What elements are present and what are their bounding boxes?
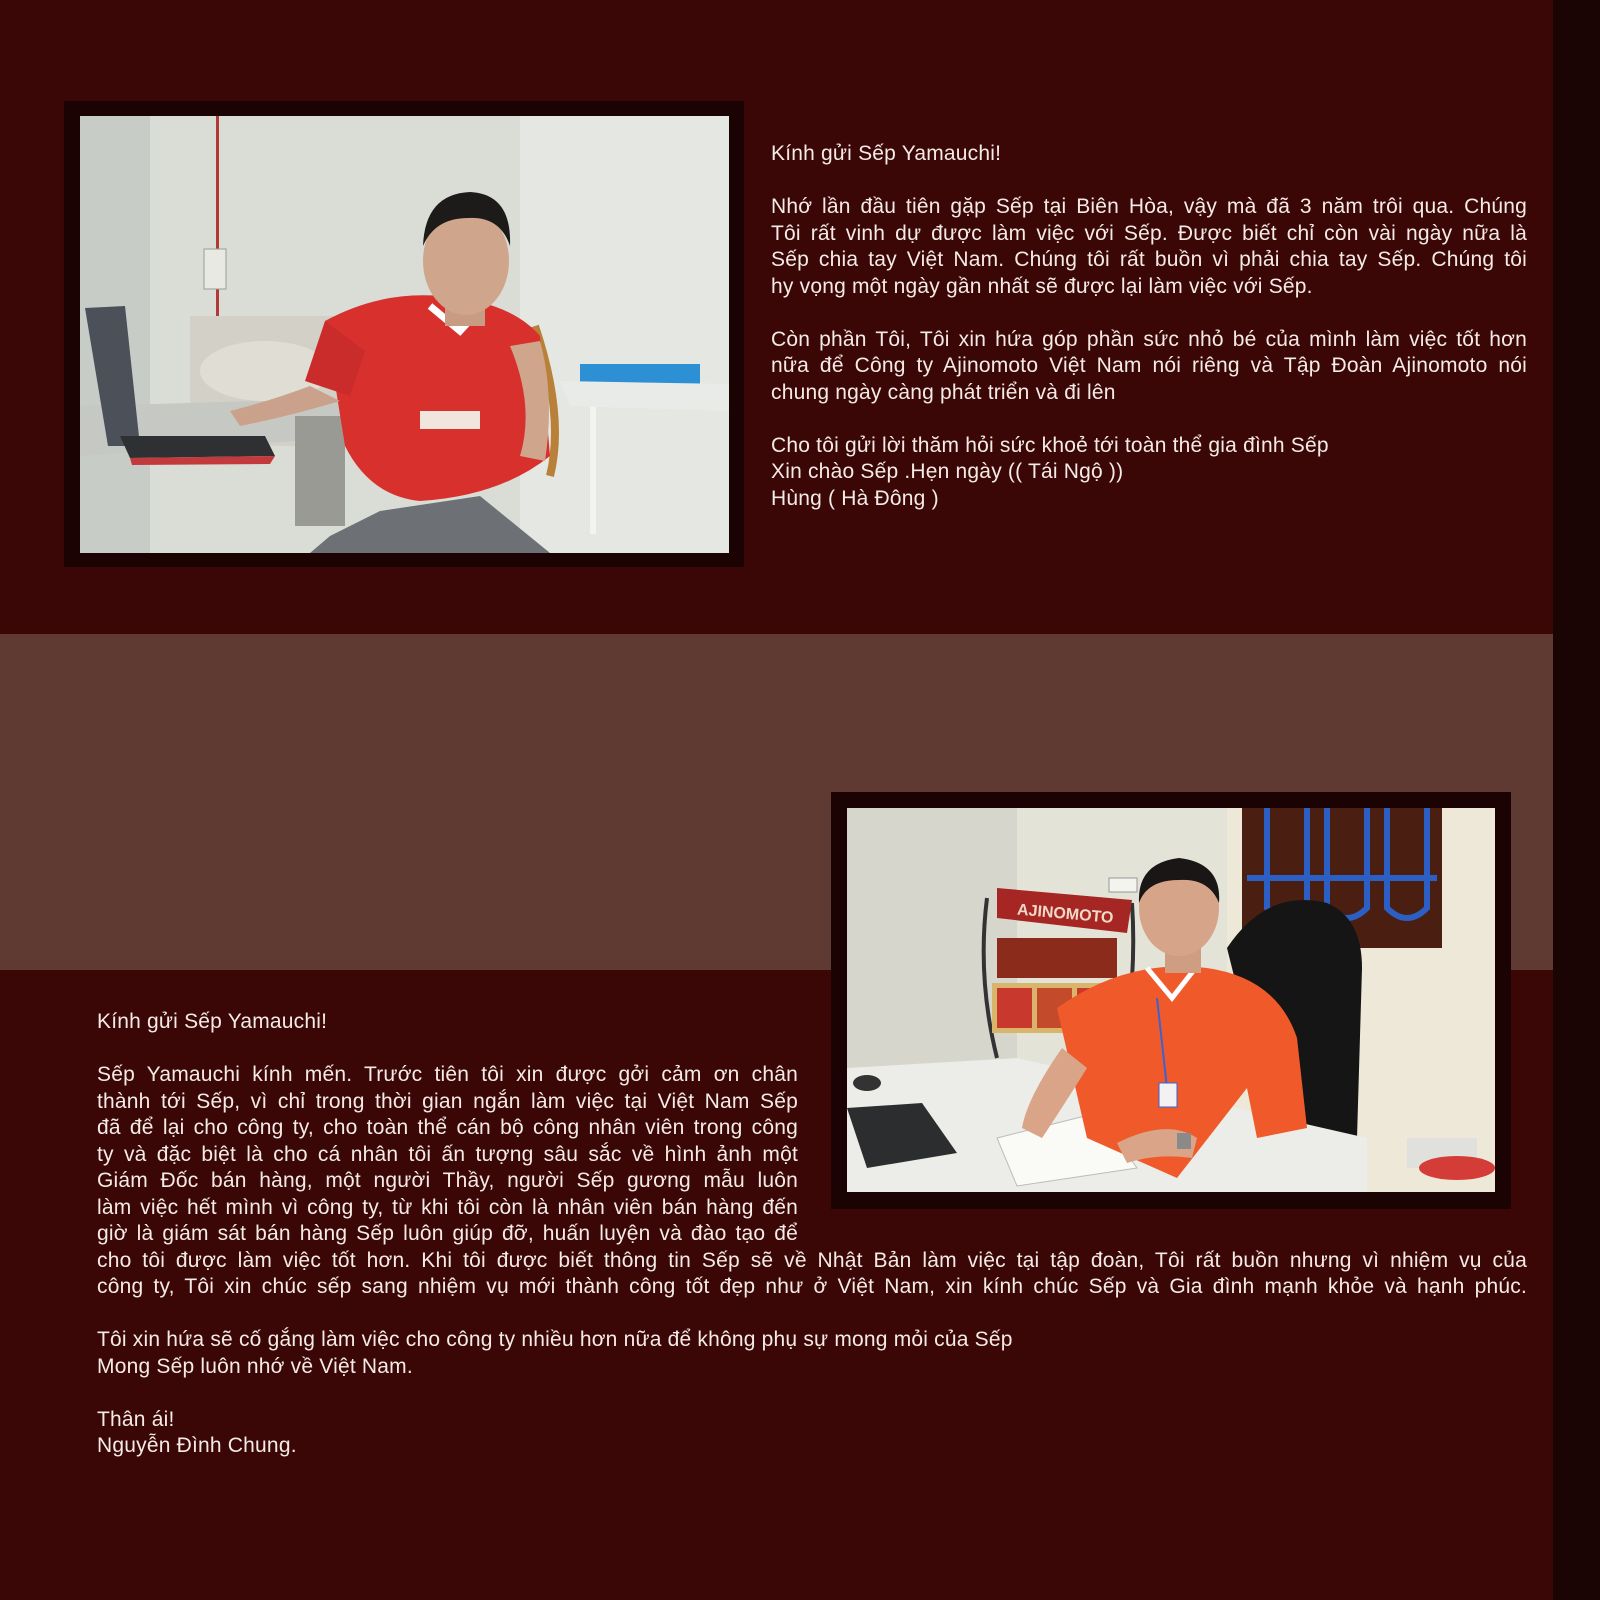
text-line: Xin chào Sếp .Hẹn ngày (( Tái Ngộ ))	[771, 460, 1124, 483]
text-line: Cho tôi gửi lời thăm hỏi sức khoẻ tới toàn thể gia đình Sếp	[771, 433, 1329, 457]
text-line: cho tôi được làm việc tốt hơn. Khi tôi được biết thông tin Sếp sẽ về Nhật Bản làm việc tại tập đoàn, Tôi rất buồn nhưng vì nhiệm vụ của	[97, 1248, 1527, 1272]
letter1-greeting: Kính gửi Sếp Yamauchi!	[771, 142, 1002, 165]
text-line: chung ngày càng phát triển và đi lên	[771, 380, 1116, 404]
text-line: Sếp chia tay Việt Nam. Chúng tôi rất buồn vì phải chia tay Sếp. Chúng tôi	[771, 248, 1527, 271]
letter2-paragraph-2	[97, 1327, 1527, 1380]
text-line: Còn phần Tôi, Tôi xin hứa góp phần sức nhỏ bé của mình làm việc tốt hơn	[771, 327, 1527, 351]
text-line: ty và đặc biệt là cho cá nhân tôi ấn tượng sâu sắc về hình ảnh một	[97, 1142, 798, 1166]
letter1-paragraph-1	[771, 194, 1527, 300]
photo-man-at-laptop	[80, 116, 729, 553]
text-line: nữa để Công ty Ajinomoto Việt Nam nói riêng và Tập Đoàn Ajinomoto nói	[771, 354, 1527, 377]
text-line: làm việc hết mình vì công ty, từ khi tôi còn là nhân viên bán hàng đến	[97, 1195, 798, 1219]
text-line: Sếp Yamauchi kính mến. Trước tiên tôi xin được gởi cảm ơn chân	[97, 1063, 798, 1086]
letter2-greeting: Kính gửi Sếp Yamauchi!	[97, 1010, 328, 1033]
text-line: Tôi xin hứa sẽ cố gắng làm việc cho công ty nhiều hơn nữa để không phụ sự mong mỏi của Sếp	[97, 1328, 1013, 1351]
text-line: đã để lại cho công ty, cho toàn thể cán bộ công nhân viên trong công	[97, 1116, 798, 1139]
text-line: Tôi rất vinh dự được làm việc với Sếp. Được biết chỉ còn vài ngày nữa là	[771, 221, 1527, 245]
right-edge-strip	[1553, 0, 1600, 1600]
text-line: giờ là giám sát bán hàng Sếp luôn giúp đỡ, huấn luyện và đào tạo để	[97, 1222, 798, 1245]
letter1-paragraph-2	[771, 327, 1527, 407]
letter-chung	[97, 1009, 1527, 1486]
letter2-paragraph-1	[97, 1062, 1527, 1301]
text-line: thành tới Sếp, vì chỉ trong thời gian ngắn làm việc tại Việt Nam Sếp	[97, 1089, 798, 1113]
ajinomoto-sign: AJINOMOTO	[1016, 901, 1115, 927]
signature-hung: Hùng ( Hà Đông )	[771, 486, 939, 510]
text-line: công ty, Tôi xin chúc sếp sang nhiệm vụ mới thành công tốt đẹp như ở Việt Nam, xin kính chúc Sếp và Gia đình mạnh khỏe và hạnh phúc.	[97, 1275, 1527, 1298]
text-line: Nhớ lần đầu tiên gặp Sếp tại Biên Hòa, vậy mà đã 3 năm trôi qua. Chúng	[771, 195, 1527, 218]
text-line: Thân ái!	[97, 1407, 175, 1431]
letter1-closing	[771, 433, 1527, 513]
letter2-signoff	[97, 1407, 1527, 1460]
text-line: hy vọng một ngày gần nhất sẽ được lại làm việc với Sếp.	[771, 274, 1313, 298]
text-line: Giám Đốc bán hàng, một người Thầy, người Sếp gương mẫu luôn	[97, 1169, 798, 1192]
signature-chung: Nguyễn Đình Chung.	[97, 1434, 297, 1457]
text-line: Mong Sếp luôn nhớ về Việt Nam.	[97, 1354, 413, 1378]
letter-hung	[771, 141, 1527, 539]
